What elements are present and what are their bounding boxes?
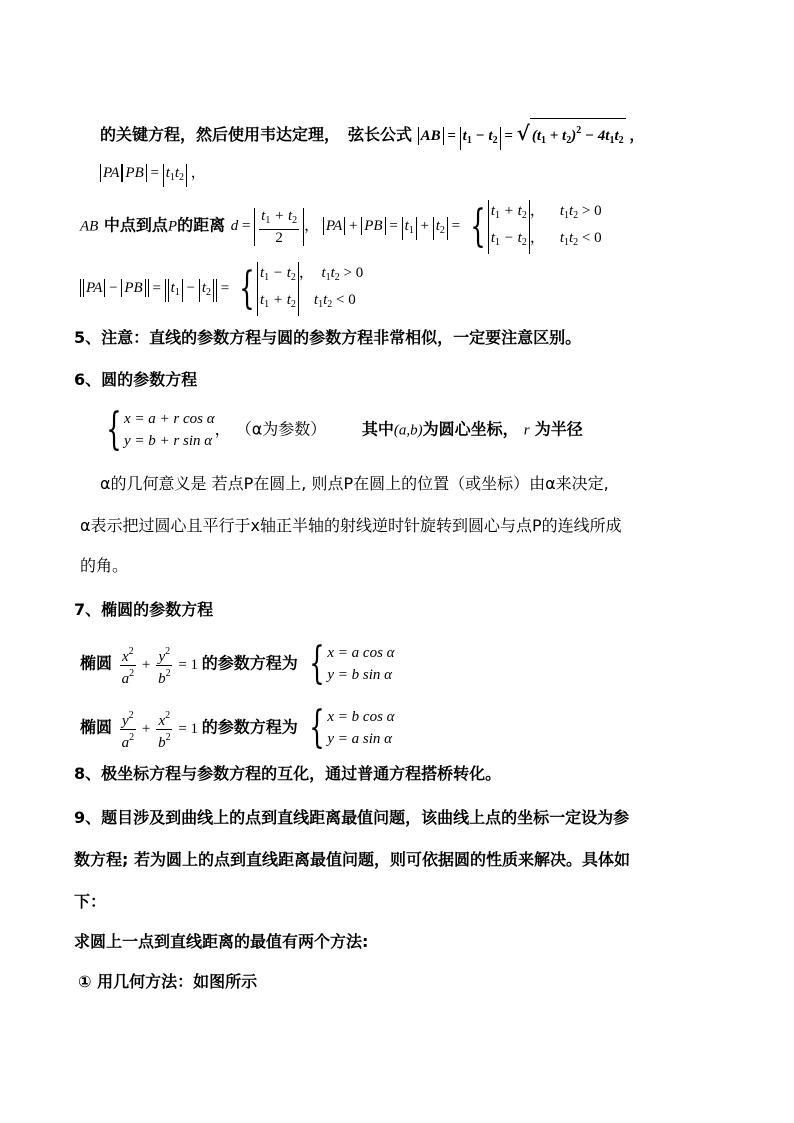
item-7-title: 7、椭圆的参数方程 [74,600,214,619]
method-1: ① 用几何方法：如图所示 [78,972,258,991]
chord-text: 的关键方程，然后使用韦达定理， 弦长公式 [100,125,413,144]
alpha-meaning-3: 的角。 [80,556,129,575]
item-9-line-2: 数方程; 若为圆上的点到直线距离最值问题，则可依据圆的性质来解决。具体如 [74,850,630,869]
product-formula: PA PB = $t_1t_2$ ， [100,160,206,187]
circle-param-equation: { x = a + r cos α y = b + r sin α ， （α为参数） 其中(a,b)为圆心坐标， r 为半径 [106,404,583,455]
midpoint-distance-line: AB 中点到点P的距离 d = $\frac{t_1 + t_2}{2}$ ， PA + PB = $t_1 + t_2$ = { $t_1 + t_2$ ， $t_1t_2 > 0$ $t_1 - t_2$ ， $t_1t_2 < 0$ [80,201,602,252]
alpha-param-label: （α为参数） [235,419,327,439]
item-9-line-3: 下： [74,892,107,911]
item-8: 8、极坐标方程与参数方程的互化，通过普通方程搭桥转化。 [74,764,502,783]
difference-formula: PA − PB = $t_1 - t_2$ = { $t_1 - t_2$ ， $t_1t_2 > 0$ $t_1 + t_2$ $t_1t_2 < 0$ [80,262,363,316]
item-9-line-1: 9、题目涉及到曲线上的点到直线距离最值问题，该曲线上点的坐标一定设为参 [74,808,630,827]
item-6-title: 6、圆的参数方程 [74,370,198,389]
alpha-meaning-2: α表示把过圆心且平行于x轴正半轴的射线逆时针旋转到圆心与点P的连线所成 [80,516,622,535]
alpha-meaning-1: α的几何意义是 若点P在圆上, 则点P在圆上的位置（或坐标）由α来决定, [100,474,609,493]
methods-title: 求圆上一点到直线距离的最值有两个方法: [74,932,369,951]
item-5: 5、注意：直线的参数方程与圆的参数方程非常相似，一定要注意区别。 [74,328,582,347]
ellipse-2: 椭圆 $\frac{y^2}{a^2}$ + $\frac{x^2}{b^2}$ = 1 的参数方程为 { x = b cos α y = a sin α [80,702,395,753]
chord-length-line [100,118,644,153]
chord-length-formula: AB = $t_1 - t_2$ = √ $(t_1 + t_2)^2 - 4t_1t_2$ ， [418,128,645,144]
ellipse-1: 椭圆 $\frac{x^2}{a^2}$ + $\frac{y^2}{b^2}$ = 1 的参数方程为 { x = a cos α y = b sin α [80,638,395,689]
